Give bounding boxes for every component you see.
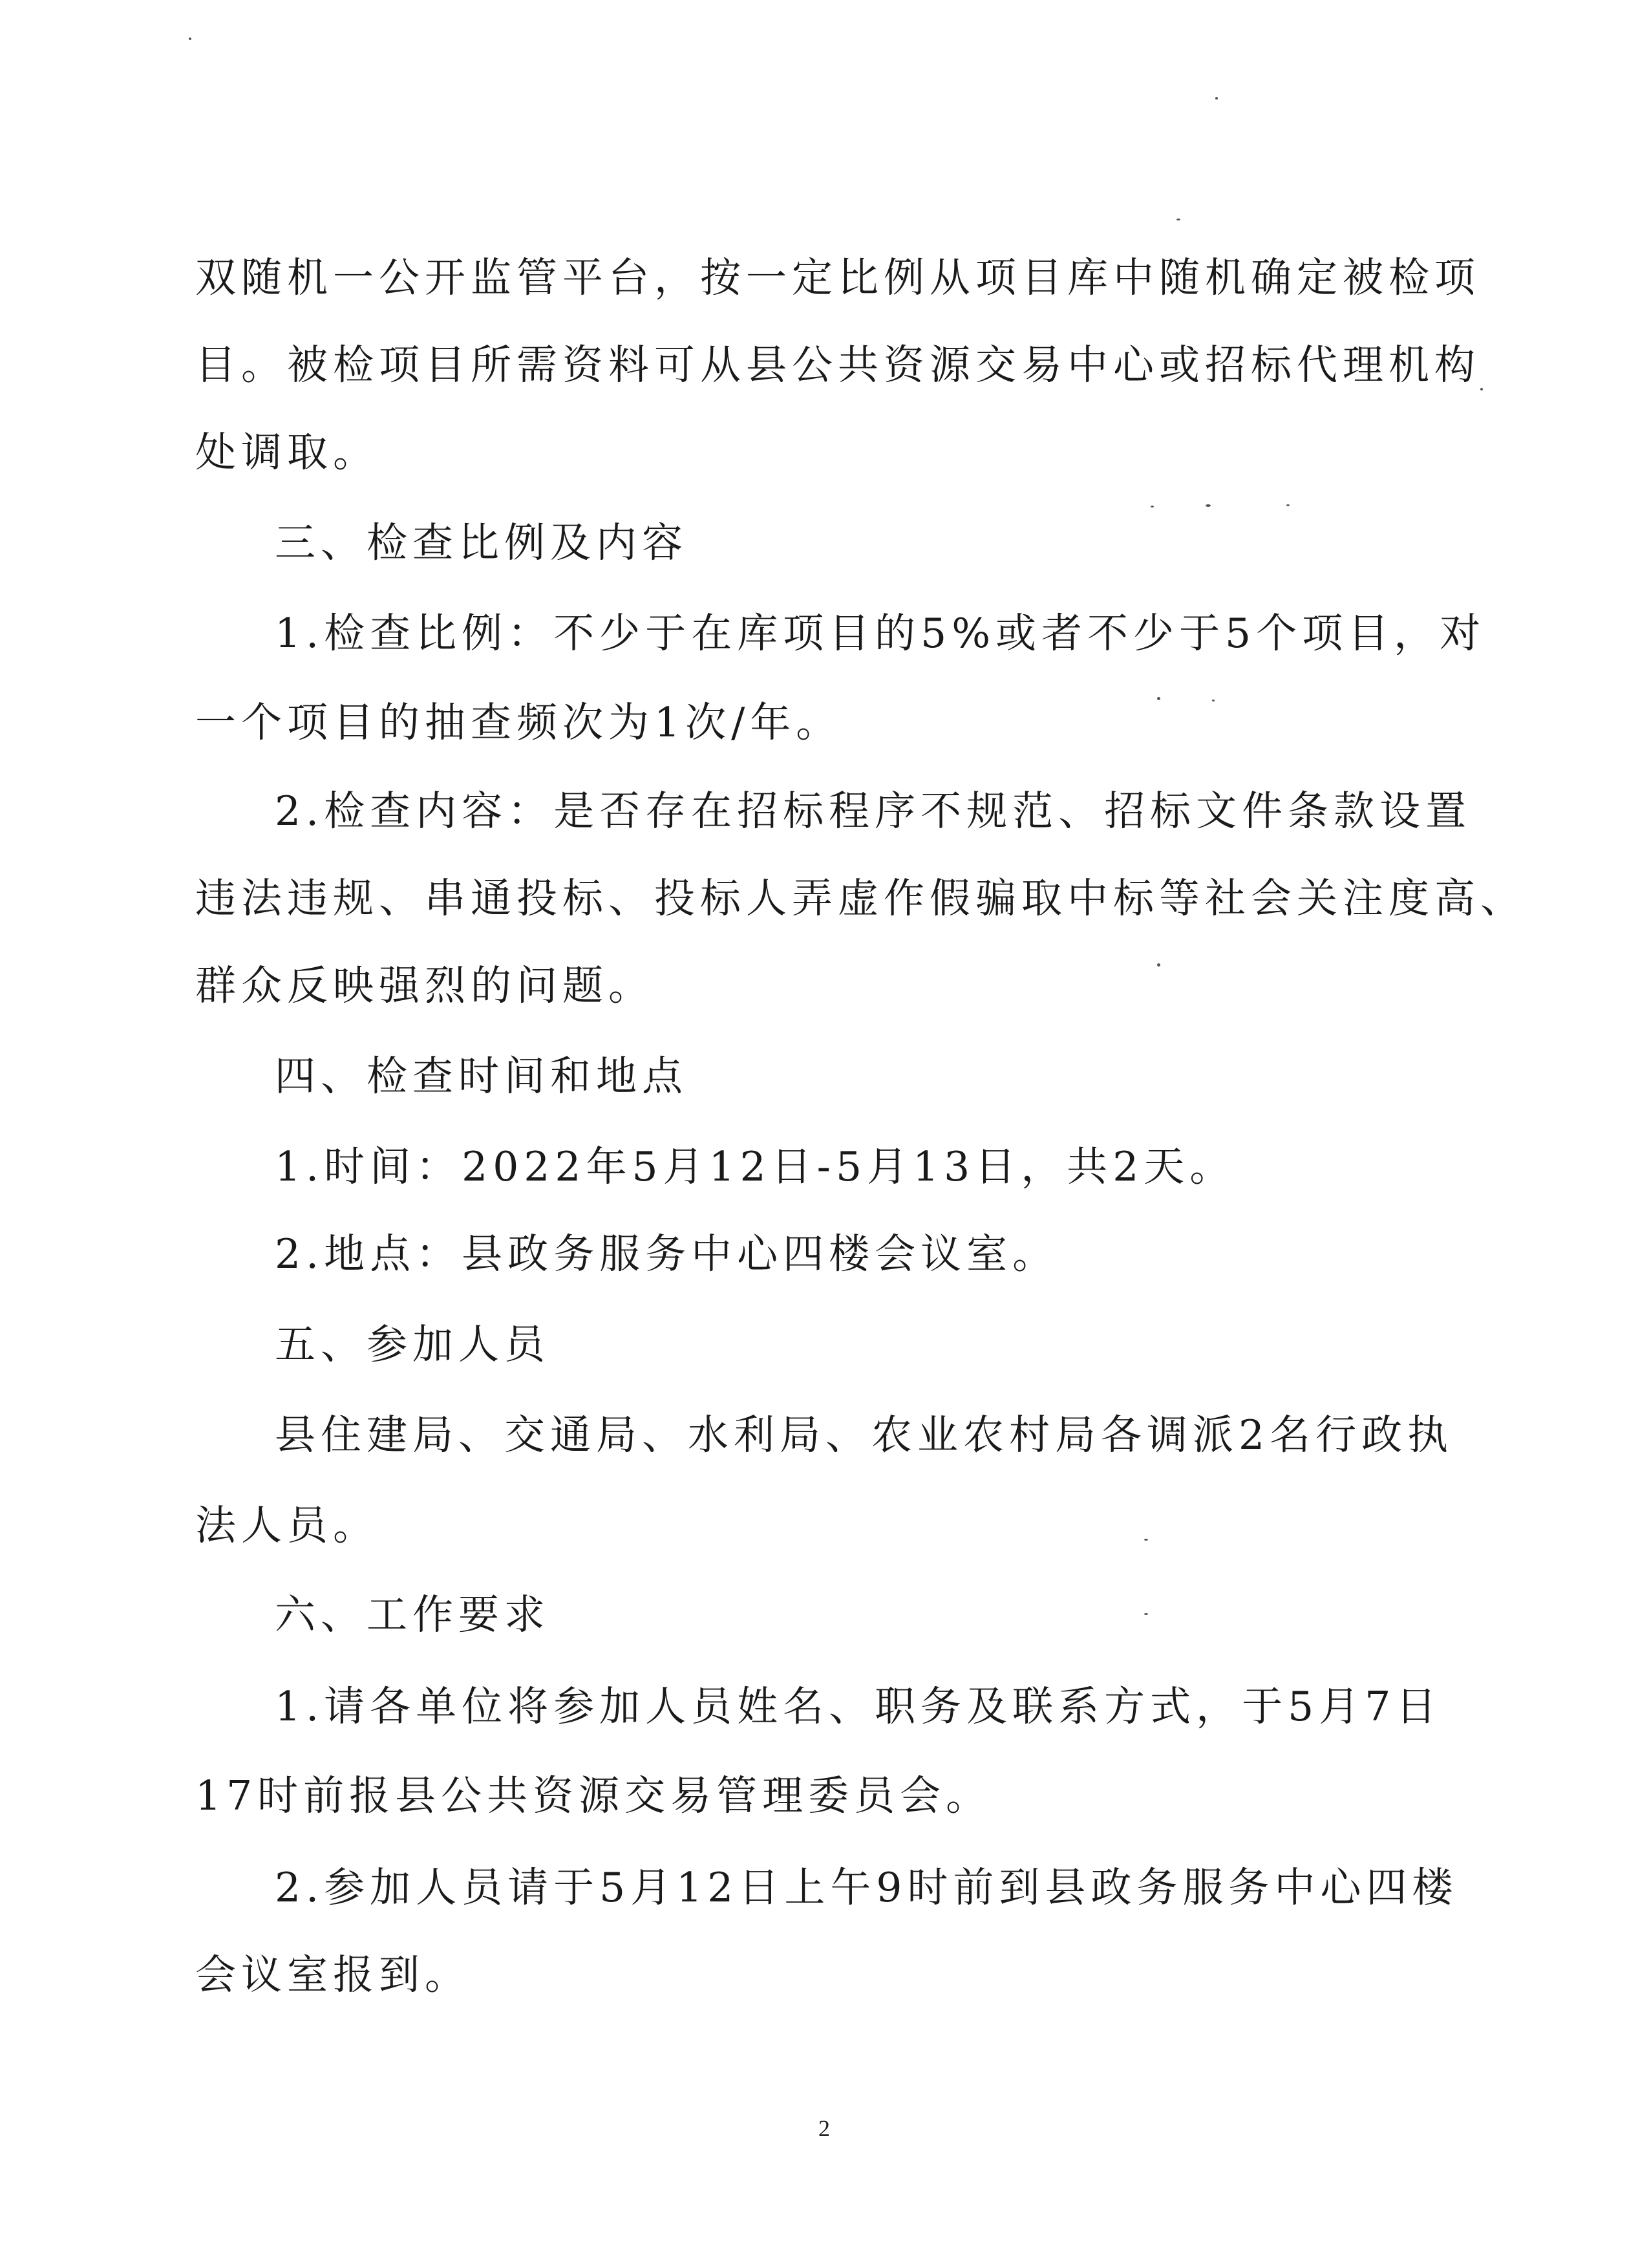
- paragraph-line: 1.时间：2022年5月12日-5月13日，共2天。: [275, 1143, 1236, 1190]
- paragraph-line: 法人员。: [195, 1502, 379, 1549]
- section-heading-3: 三、检查比例及内容: [275, 519, 688, 566]
- scan-speck: [1286, 504, 1290, 506]
- scan-speck: [1176, 219, 1180, 220]
- paragraph-line: 会议室报到。: [195, 1951, 471, 1998]
- paragraph-line: 17时前报县公共资源交易管理委员会。: [195, 1772, 992, 1819]
- scan-speck: [1212, 700, 1215, 701]
- paragraph-line: 双随机一公开监管平台，按一定比例从项目库中随机确定被检项: [195, 254, 1480, 301]
- paragraph-line: 一个项目的抽查频次为1次/年。: [195, 699, 842, 746]
- scan-speck: [1157, 963, 1160, 967]
- scan-speck: [1151, 506, 1154, 508]
- section-heading-5: 五、参加人员: [275, 1321, 550, 1368]
- scan-speck: [1157, 697, 1160, 700]
- paragraph-line: 1.检查比例：不少于在库项目的5%或者不少于5个项目，对: [275, 610, 1486, 657]
- paragraph-line: 2.参加人员请于5月12日上午9时前到县政务服务中心四楼: [275, 1864, 1458, 1911]
- scan-speck: [1144, 1539, 1148, 1541]
- section-heading-6: 六、工作要求: [275, 1591, 550, 1638]
- page-number: 2: [818, 2115, 830, 2141]
- section-heading-4: 四、检查时间和地点: [275, 1053, 688, 1100]
- paragraph-line: 群众反映强烈的问题。: [195, 962, 654, 1009]
- scan-speck: [1206, 504, 1211, 507]
- scan-speck: [1215, 97, 1218, 100]
- scan-speck: [1480, 388, 1483, 390]
- scan-speck: [1144, 1613, 1148, 1615]
- scan-speck: [189, 37, 191, 40]
- paragraph-line: 1.请各单位将参加人员姓名、职务及联系方式，于5月7日: [275, 1683, 1442, 1730]
- paragraph-line: 处调取。: [195, 429, 379, 476]
- paragraph-line: 县住建局、交通局、水利局、农业农村局各调派2名行政执: [275, 1411, 1454, 1459]
- paragraph-line: 2.地点：县政务服务中心四楼会议室。: [275, 1230, 1059, 1278]
- paragraph-line: 目。被检项目所需资料可从县公共资源交易中心或招标代理机构: [195, 341, 1480, 389]
- paragraph-line: 2.检查内容：是否存在招标程序不规范、招标文件条款设置: [275, 787, 1472, 835]
- paragraph-line: 违法违规、串通投标、投标人弄虚作假骗取中标等社会关注度高、: [195, 875, 1526, 922]
